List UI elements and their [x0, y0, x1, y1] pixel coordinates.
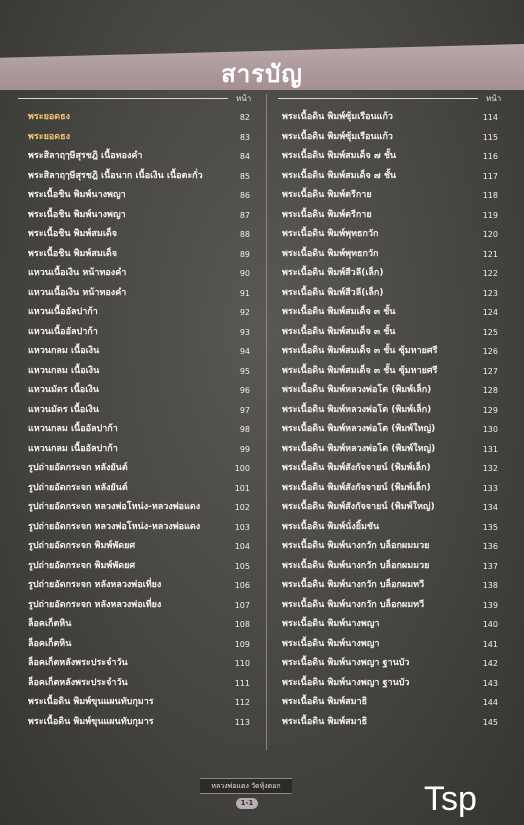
toc-entry-title: รูปถ่ายอัดกระจก หลังหลวงพ่อเที่ยง: [28, 580, 162, 590]
toc-entry-page: 106: [234, 581, 250, 590]
toc-entry-page: 110: [234, 659, 250, 668]
toc-entry-title: พระเนื้อดิน พิมพ์ตรีกาย: [282, 190, 372, 200]
toc-entry-title: ล็อคเก็ตหิน: [28, 619, 72, 629]
toc-entry-title: พระเนื้อชิน พิมพ์นางพญา: [28, 190, 126, 200]
toc-entry-page: 91: [239, 288, 250, 298]
toc-entry-page: 102: [234, 503, 250, 512]
toc-entry: [28, 635, 250, 655]
toc-entry: [28, 518, 250, 538]
toc-entry-title: พระเนื้อดิน พิมพ์ซุ้มเรือนแก้ว: [282, 131, 393, 142]
toc-entry: [282, 342, 498, 362]
toc-entry: [28, 537, 250, 557]
toc-entry-page: 103: [234, 522, 250, 532]
toc-entry: [28, 147, 250, 167]
toc-entry-title: ล็อคเก็ตหลังพระประจำวัน: [28, 658, 128, 668]
toc-entry: [28, 576, 250, 596]
toc-entry: [28, 459, 250, 479]
toc-entry-title: พระเนื้อดิน พิมพ์ขุนแผนทับกุมาร: [28, 716, 154, 727]
toc-entry-page: 98: [239, 425, 250, 434]
toc-entry-page: 113: [234, 717, 250, 727]
toc-entry: [282, 713, 498, 733]
toc-entry: [28, 713, 250, 733]
toc-entry-page: 99: [239, 444, 250, 454]
toc-entry: [28, 128, 250, 148]
toc-entry: [28, 498, 250, 518]
toc-entry-title: แหวนเนื้อเงิน หน้าทองคำ: [28, 268, 127, 278]
page-column-label: หน้า: [236, 94, 252, 103]
toc-entry-title: พระยอดธง: [28, 112, 71, 122]
toc-entry-title: รูปถ่ายอัดกระจก หลวงพ่อโหน่ง-หลวงพ่อแดง: [28, 502, 201, 512]
toc-entry: [282, 264, 498, 284]
toc-entry-title: พระเนื้อชิน พิมพ์นางพญา: [28, 209, 126, 220]
toc-entry-page: 142: [482, 659, 498, 668]
toc-entry: [282, 615, 498, 635]
toc-entry-title: พระเนื้อดิน พิมพ์นางพญา ฐานบัว: [282, 677, 410, 688]
toc-entry-title: พระเนื้อดิน พิมพ์นางพญา ฐานบัว: [282, 658, 410, 668]
toc-entry-page: 123: [482, 288, 498, 298]
toc-entry: [282, 557, 498, 577]
toc-entry: [282, 167, 498, 187]
toc-entry-title: พระเนื้อดิน พิมพ์นางกวัก บล็อกผมทวี: [282, 580, 425, 590]
toc-entry-title: พระเนื้อดิน พิมพ์สมเด็จ ๓ ชั้น: [282, 307, 396, 317]
toc-entry-page: 127: [482, 366, 498, 376]
toc-entry-title: พระเนื้อดิน พิมพ์นางพญา: [282, 638, 380, 649]
page-column-label: หน้า: [486, 94, 502, 103]
toc-entry: [282, 147, 498, 167]
toc-entry: [282, 284, 498, 304]
toc-entry-title: รูปถ่ายอัดกระจก พิมพ์พัดยศ: [28, 541, 136, 551]
toc-entry-page: 109: [234, 639, 250, 649]
toc-entry-title: พระเนื้อดิน พิมพ์สมเด็จ ๗ ชั้น: [282, 151, 397, 161]
toc-entry-title: แหวนเนื้อเงิน หน้าทองคำ: [28, 287, 127, 298]
toc-entry-page: 82: [239, 113, 250, 122]
toc-entry-page: 116: [482, 152, 498, 161]
toc-entry: [28, 284, 250, 304]
toc-entry-page: 122: [482, 269, 498, 278]
toc-entry: [28, 206, 250, 226]
toc-entry-title: พระเนื้อดิน พิมพ์หลวงพ่อโต (พิมพ์ใหญ่): [282, 424, 436, 434]
toc-entry-page: 132: [482, 464, 498, 473]
toc-entry: [28, 557, 250, 577]
toc-entry-title: พระเนื้อดิน พิมพ์ซุ้มเรือนแก้ว: [282, 112, 393, 122]
toc-entry-page: 115: [482, 132, 498, 142]
toc-entry-title: ล็อคเก็ตหลังพระประจำวัน: [28, 677, 128, 688]
toc-entry: [282, 518, 498, 538]
toc-entry-page: 119: [482, 210, 498, 220]
toc-entry: [28, 167, 250, 187]
toc-entry: [28, 303, 250, 323]
toc-entry: [282, 362, 498, 382]
toc-entry-page: 131: [482, 444, 498, 454]
toc-entry-title: พระเนื้อดิน พิมพ์หลวงพ่อโต (พิมพ์เล็ก): [282, 404, 432, 415]
toc-entry-page: 88: [239, 230, 250, 239]
toc-entry-page: 120: [482, 230, 498, 239]
toc-entry-title: รูปถ่ายอัดกระจก หลังยันต์: [28, 482, 128, 493]
toc-entry-title: พระเนื้อดิน พิมพ์สมเด็จ ๗ ชั้น: [282, 170, 397, 181]
toc-entry-page: 118: [482, 191, 498, 200]
toc-entry-title: รูปถ่ายอัดกระจก หลังยันต์: [28, 463, 128, 473]
toc-entry: [282, 303, 498, 323]
toc-entry-page: 136: [482, 542, 498, 551]
toc-entry-page: 95: [239, 366, 250, 376]
toc-entry: [28, 186, 250, 206]
toc-entry-title: พระเนื้อดิน พิมพ์สังกัจจายน์ (พิมพ์ใหญ่): [282, 502, 435, 512]
footer-page-number: 1-1: [236, 798, 258, 809]
toc-entry-title: พระเนื้อดิน พิมพ์นั่งยิ้มชัน: [282, 521, 380, 532]
toc-entry: [282, 596, 498, 616]
toc-entry-page: 112: [234, 698, 250, 707]
toc-entry: [282, 225, 498, 245]
toc-entry: [28, 674, 250, 694]
toc-entry-title: แหวนกลม เนื้ออัลปาก้า: [28, 424, 118, 434]
toc-entry: [28, 615, 250, 635]
header-rule: [18, 98, 228, 99]
toc-entry: [282, 323, 498, 343]
toc-entry-page: 85: [239, 171, 250, 181]
toc-entry-title: พระเนื้อดิน พิมพ์พุทธกวัก: [282, 229, 379, 239]
toc-entry-title: ล็อคเก็ตหิน: [28, 638, 72, 649]
toc-entry: [28, 693, 250, 713]
toc-entry-title: แหวนมัดร เนื้อเงิน: [28, 385, 99, 395]
toc-entry-title: พระยอดธง: [28, 131, 71, 142]
toc-entry-page: 125: [482, 327, 498, 337]
toc-entry-page: 130: [482, 425, 498, 434]
toc-entry: [282, 381, 498, 401]
toc-entry-title: แหวนกลม เนื้อเงิน: [28, 365, 100, 376]
toc-entry-page: 100: [234, 464, 250, 473]
toc-entry: [282, 693, 498, 713]
toc-entry-page: 104: [234, 542, 250, 551]
toc-entry-page: 134: [482, 503, 498, 512]
toc-entry: [282, 674, 498, 694]
toc-entry-page: 93: [239, 327, 250, 337]
toc-entry-page: 105: [234, 561, 250, 571]
toc-entry-title: พระเนื้อดิน พิมพ์หลวงพ่อโต (พิมพ์ใหญ่): [282, 443, 436, 454]
toc-entry-page: 128: [482, 386, 498, 395]
toc-entry-page: 126: [482, 347, 498, 356]
toc-entry-page: 96: [239, 386, 250, 395]
toc-entry: [28, 440, 250, 460]
toc-entry-title: รูปถ่ายอัดกระจก หลังหลวงพ่อเที่ยง: [28, 599, 162, 610]
toc-entry-page: 83: [239, 132, 250, 142]
toc-entry-title: พระเนื้อดิน พิมพ์นางกวัก บล็อกผมทวี: [282, 599, 425, 610]
toc-entry-page: 111: [234, 678, 250, 688]
toc-entry-title: พระเนื้อชิน พิมพ์สมเด็จ: [28, 229, 118, 239]
toc-entry-page: 92: [239, 308, 250, 317]
toc-entry-page: 94: [239, 347, 250, 356]
toc-entry-page: 86: [239, 191, 250, 200]
toc-entry: [28, 342, 250, 362]
toc-entry: [28, 596, 250, 616]
watermark: Tsp: [424, 780, 477, 818]
header-rule: [278, 98, 478, 99]
toc-entry-title: พระเนื้อดิน พิมพ์นางพญา: [282, 619, 380, 629]
toc-entry: [282, 537, 498, 557]
toc-entry: [282, 635, 498, 655]
right-column-header: [278, 92, 510, 106]
toc-entry: [28, 108, 250, 128]
column-divider: [266, 94, 267, 750]
toc-entry-title: พระเนื้อดิน พิมพ์สมาธิ: [282, 716, 368, 727]
toc-entry-title: พระเนื้อดิน พิมพ์สมาธิ: [282, 697, 368, 707]
toc-entry: [282, 401, 498, 421]
toc-entry-page: 97: [239, 405, 250, 415]
footer-label: หลวงพ่อแดง วัดหุ้งตอก: [200, 778, 292, 794]
right-toc-column: [282, 108, 498, 732]
toc-entry: [282, 479, 498, 499]
toc-entry-title: พระเนื้อดิน พิมพ์สมเด็จ ๓ ชั้น ซุ้มหายศรี: [282, 365, 438, 376]
left-column-header: [18, 92, 260, 106]
toc-entry-title: พระเนื้อดิน พิมพ์นางกวัก บล็อกผมมวย: [282, 560, 430, 571]
toc-entry-page: 124: [482, 308, 498, 317]
toc-entry-page: 145: [482, 717, 498, 727]
toc-entry: [282, 128, 498, 148]
toc-entry-title: พระเนื้อดิน พิมพ์สีวลี(เล็ก): [282, 287, 384, 298]
toc-entry-title: แหวนเนื้ออัลปาก้า: [28, 307, 98, 317]
toc-entry-page: 137: [482, 561, 498, 571]
toc-entry: [28, 323, 250, 343]
toc-entry: [282, 186, 498, 206]
toc-entry-title: แหวนกลม เนื้ออัลปาก้า: [28, 443, 118, 454]
toc-entry-title: พระสิลาฤๅษีสุรชฎิ เนื้อทองคำ: [28, 151, 143, 161]
toc-entry-page: 84: [239, 152, 250, 161]
toc-entry-title: พระเนื้อดิน พิมพ์สมเด็จ ๓ ชั้น: [282, 326, 396, 337]
toc-entry-page: 141: [482, 639, 498, 649]
toc-entry: [282, 654, 498, 674]
toc-entry-title: แหวนกลม เนื้อเงิน: [28, 346, 100, 356]
toc-entry-title: พระเนื้อดิน พิมพ์หลวงพ่อโต (พิมพ์เล็ก): [282, 385, 432, 395]
toc-entry: [28, 654, 250, 674]
toc-entry: [28, 264, 250, 284]
toc-entry-page: 143: [482, 678, 498, 688]
toc-entry: [282, 459, 498, 479]
toc-entry: [282, 498, 498, 518]
toc-entry-page: 138: [482, 581, 498, 590]
toc-entry-title: พระเนื้อดิน พิมพ์นางกวัก บล็อกผมมวย: [282, 541, 430, 551]
toc-entry-page: 121: [482, 249, 498, 259]
toc-entry-page: 107: [234, 600, 250, 610]
toc-entry: [28, 479, 250, 499]
toc-entry: [28, 401, 250, 421]
toc-entry-page: 140: [482, 620, 498, 629]
toc-entry-title: แหวนมัดร เนื้อเงิน: [28, 404, 99, 415]
toc-entry: [282, 440, 498, 460]
toc-entry-title: พระสิลาฤๅษีสุรชฎิ เนื้อนาก เนื้อเงิน เนื้อตะกั่ว: [28, 170, 203, 181]
toc-entry-page: 101: [234, 483, 250, 493]
toc-entry: [282, 108, 498, 128]
toc-entry-title: พระเนื้อดิน พิมพ์สีวลี(เล็ก): [282, 268, 384, 278]
toc-entry-page: 89: [239, 249, 250, 259]
toc-entry-page: 133: [482, 483, 498, 493]
toc-entry: [282, 245, 498, 265]
toc-entry: [28, 362, 250, 382]
toc-entry-page: 135: [482, 522, 498, 532]
toc-entry-page: 139: [482, 600, 498, 610]
toc-entry-title: พระเนื้อชิน พิมพ์สมเด็จ: [28, 248, 118, 259]
page-title: สารบัญ: [221, 59, 303, 88]
toc-entry-page: 117: [482, 171, 498, 181]
toc-entry-title: พระเนื้อดิน พิมพ์พุทธกวัก: [282, 248, 379, 259]
toc-entry-page: 144: [482, 698, 498, 707]
toc-entry-page: 129: [482, 405, 498, 415]
toc-entry-title: พระเนื้อดิน พิมพ์สมเด็จ ๓ ชั้น ซุ้มหายศรี: [282, 346, 438, 356]
toc-entry-title: พระเนื้อดิน พิมพ์ขุนแผนทับกุมาร: [28, 697, 154, 707]
toc-entry: [282, 206, 498, 226]
toc-entry: [28, 420, 250, 440]
toc-entry-title: พระเนื้อดิน พิมพ์สังกัจจายน์ (พิมพ์เล็ก): [282, 482, 431, 493]
toc-entry-page: 108: [234, 620, 250, 629]
toc-entry: [28, 225, 250, 245]
toc-entry: [28, 381, 250, 401]
toc-entry: [28, 245, 250, 265]
toc-entry-title: รูปถ่ายอัดกระจก หลวงพ่อโหน่ง-หลวงพ่อแดง: [28, 521, 201, 532]
toc-entry-page: 114: [482, 113, 498, 122]
toc-entry-title: รูปถ่ายอัดกระจก พิมพ์พัดยศ: [28, 560, 136, 571]
toc-entry-title: พระเนื้อดิน พิมพ์ตรีกาย: [282, 209, 372, 220]
toc-entry-page: 90: [239, 269, 250, 278]
left-toc-column: [28, 108, 250, 732]
toc-entry-page: 87: [239, 210, 250, 220]
toc-entry: [282, 420, 498, 440]
toc-entry-title: พระเนื้อดิน พิมพ์สังกัจจายน์ (พิมพ์เล็ก): [282, 463, 431, 473]
toc-entry: [282, 576, 498, 596]
toc-entry-title: แหวนเนื้ออัลปาก้า: [28, 326, 98, 337]
